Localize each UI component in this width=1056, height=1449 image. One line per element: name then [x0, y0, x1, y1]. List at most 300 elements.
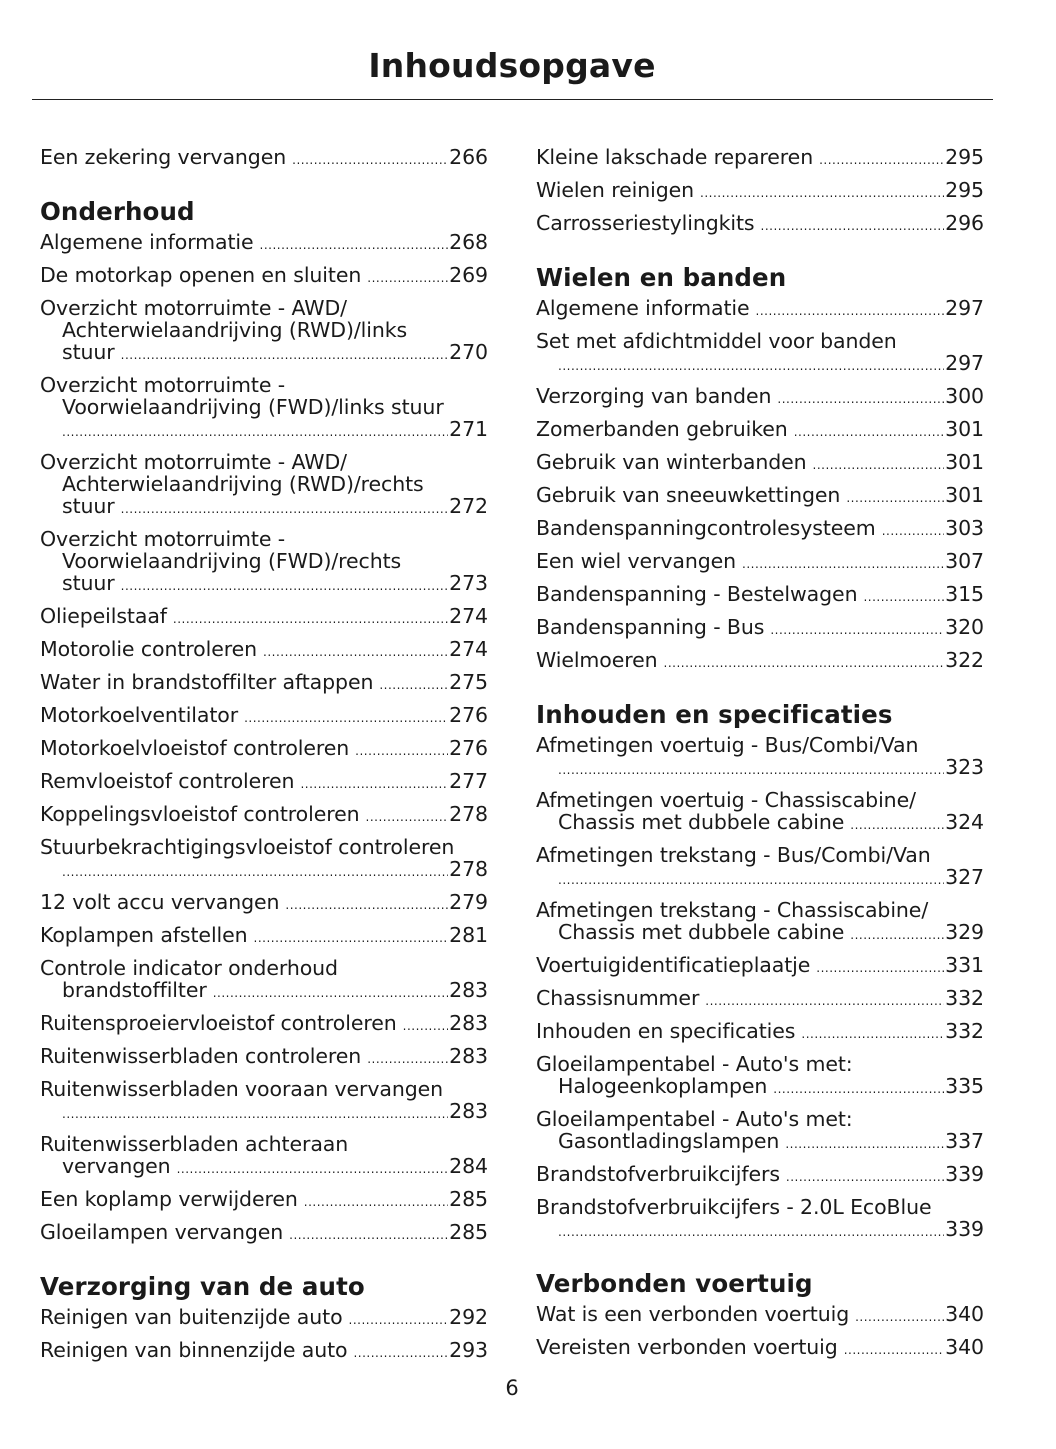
toc-entry[interactable] [536, 1108, 984, 1155]
dot-leader [121, 572, 449, 597]
toc-entry[interactable] [40, 1306, 488, 1331]
entry-page-number: 273 [449, 571, 488, 595]
toc-entry[interactable] [40, 1221, 488, 1246]
entry-title: Zomerbanden gebruiken [536, 417, 788, 441]
dot-leader [349, 1306, 449, 1331]
entry-continuation-line [536, 921, 984, 946]
page-number: 6 [505, 1376, 519, 1400]
entry-title: stuur [62, 340, 115, 364]
entry-title-line [40, 1188, 488, 1213]
entry-title: Vereisten verbonden voertuig [536, 1335, 838, 1359]
entry-page-number: 278 [449, 857, 488, 881]
dot-leader [379, 671, 448, 696]
dot-leader [863, 583, 944, 608]
entry-title: Een koplamp verwijderen [40, 1187, 298, 1211]
entry-title-line [40, 924, 488, 949]
entry-title: Water in brandstoffilter aftappen [40, 670, 374, 694]
entry-continuation-line [40, 418, 488, 443]
toc-entry[interactable] [536, 179, 984, 204]
toc-entry[interactable] [536, 616, 984, 641]
entry-title: stuur [62, 494, 115, 518]
entry-page-number: 340 [945, 1335, 984, 1359]
entry-title-line [536, 146, 984, 171]
section-heading: Onderhoud [40, 197, 195, 226]
entry-continuation-line [40, 572, 488, 597]
dot-leader [367, 1045, 448, 1070]
toc-entry[interactable] [40, 1012, 488, 1037]
entry-title-line [40, 957, 488, 979]
dot-leader [62, 858, 448, 883]
dot-leader [819, 146, 944, 171]
entry-continuation-line [40, 979, 488, 1004]
entry-page-number: 324 [945, 810, 984, 834]
dot-leader [173, 605, 448, 630]
entry-continuation-line [40, 319, 488, 341]
entry-title: Wielmoeren [536, 648, 658, 672]
dot-leader [801, 1020, 944, 1045]
entry-title: Brandstofverbruikcijfers - 2.0L EcoBlue [536, 1195, 932, 1219]
entry-title: Bandenspanning - Bus [536, 615, 765, 639]
entry-title-line [536, 451, 984, 476]
entry-title: 12 volt accu vervangen [40, 890, 280, 914]
entry-title: Gasontladingslampen [558, 1129, 780, 1153]
entry-title: Koppelingsvloeistof controleren [40, 802, 360, 826]
dot-leader [761, 212, 945, 237]
entry-title: Achterwielaandrijving (RWD)/links [62, 318, 408, 342]
entry-continuation-line [536, 1075, 984, 1100]
entry-title: De motorkap openen en sluiten [40, 263, 362, 287]
dot-leader [121, 495, 449, 520]
entry-page-number: 339 [945, 1217, 984, 1241]
toc-entry[interactable] [536, 583, 984, 608]
entry-title-line [40, 891, 488, 916]
entry-title-line [40, 704, 488, 729]
entry-page-number: 276 [449, 703, 488, 727]
entry-page-number: 301 [945, 417, 984, 441]
toc-entry[interactable] [40, 231, 488, 256]
entry-title-line [40, 836, 488, 858]
entry-title-line [40, 638, 488, 663]
entry-title-line [40, 1339, 488, 1364]
entry-title-line [40, 803, 488, 828]
entry-title-line [40, 737, 488, 762]
toc-entry[interactable] [40, 957, 488, 1004]
entry-title: Reinigen van binnenzijde auto [40, 1338, 348, 1362]
dot-leader [177, 1155, 449, 1180]
entry-page-number: 271 [449, 417, 488, 441]
entry-page-number: 269 [449, 263, 488, 287]
toc-entry[interactable] [40, 770, 488, 795]
entry-title-line [536, 899, 984, 921]
toc-entry[interactable] [536, 649, 984, 674]
entry-continuation-line [536, 866, 984, 891]
entry-title-line [536, 954, 984, 979]
entry-title: Halogeenkoplampen [558, 1074, 768, 1098]
entry-page-number: 295 [945, 178, 984, 202]
entry-title: Carrosseriestylingkits [536, 211, 755, 235]
dot-leader [285, 891, 448, 916]
toc-entry[interactable] [536, 1020, 984, 1045]
toc-entry[interactable] [536, 1196, 984, 1243]
entry-title-line [40, 770, 488, 795]
section-heading: Inhouden en specificaties [536, 700, 893, 729]
entry-title-line [536, 484, 984, 509]
toc-entry[interactable] [40, 1045, 488, 1070]
section-heading: Verzorging van de auto [40, 1272, 365, 1301]
entry-continuation-line [40, 1155, 488, 1180]
dot-leader [558, 352, 944, 377]
entry-title: Oliepeilstaaf [40, 604, 167, 628]
entry-continuation-line [40, 858, 488, 883]
entry-title-line [536, 418, 984, 443]
toc-column-left [40, 146, 488, 1364]
toc-entry[interactable] [536, 1336, 984, 1361]
entry-title: Chassis met dubbele cabine [558, 920, 845, 944]
entry-title: Een zekering vervangen [40, 145, 287, 169]
entry-title-line [40, 264, 488, 289]
dot-leader [785, 1130, 944, 1155]
entry-title-line [40, 1045, 488, 1070]
entry-title-line [536, 179, 984, 204]
entry-title-line [536, 987, 984, 1012]
entry-title: Overzicht motorruimte - [40, 527, 286, 551]
entry-title: Remvloeistof controleren [40, 769, 295, 793]
entry-title-line [536, 1303, 984, 1328]
toc-entry[interactable] [536, 789, 984, 836]
dot-leader [289, 1221, 448, 1246]
entry-page-number: 340 [945, 1302, 984, 1326]
entry-title: Chassis met dubbele cabine [558, 810, 845, 834]
dot-leader [300, 770, 448, 795]
entry-title-line [40, 528, 488, 550]
entry-title-line [536, 385, 984, 410]
entry-title: Stuurbekrachtigingsvloeistof controleren [40, 835, 455, 859]
entry-page-number: 277 [449, 769, 488, 793]
entry-continuation-line [40, 473, 488, 495]
toc-entry[interactable] [40, 1078, 488, 1125]
dot-leader [263, 638, 448, 663]
entry-title: Koplampen afstellen [40, 923, 248, 947]
dot-leader [664, 649, 945, 674]
dot-leader [244, 704, 448, 729]
dot-leader [816, 954, 944, 979]
dot-leader [367, 264, 448, 289]
entry-page-number: 337 [945, 1129, 984, 1153]
entry-title-line [536, 1020, 984, 1045]
entry-title: Wat is een verbonden voertuig [536, 1302, 850, 1326]
entry-title: stuur [62, 571, 115, 595]
entry-page-number: 283 [449, 1099, 488, 1123]
section-heading: Wielen en banden [536, 263, 787, 292]
entry-title-line [536, 649, 984, 674]
entry-page-number: 284 [449, 1154, 488, 1178]
entry-page-number: 266 [449, 145, 488, 169]
dot-leader [558, 756, 944, 781]
toc-entry[interactable] [40, 374, 488, 443]
entry-page-number: 332 [945, 1019, 984, 1043]
entry-title: Ruitenwisserbladen achteraan [40, 1132, 349, 1156]
toc-entry[interactable] [40, 528, 488, 597]
entry-title-line [40, 297, 488, 319]
entry-title: Algemene informatie [40, 230, 254, 254]
dot-leader [846, 484, 944, 509]
entry-page-number: 315 [945, 582, 984, 606]
entry-title-line [40, 231, 488, 256]
entry-continuation-line [40, 396, 488, 418]
entry-page-number: 307 [945, 549, 984, 573]
toc-entry[interactable] [40, 1339, 488, 1364]
toc-entry[interactable] [40, 451, 488, 520]
entry-page-number: 285 [449, 1220, 488, 1244]
entry-page-number: 339 [945, 1162, 984, 1186]
entry-title-line [536, 212, 984, 237]
entry-title: Afmetingen trekstang - Bus/Combi/Van [536, 843, 931, 867]
dot-leader [777, 385, 944, 410]
toc-entry[interactable] [536, 385, 984, 410]
dot-leader [121, 341, 449, 366]
toc-entry[interactable] [536, 212, 984, 237]
entry-continuation-line [40, 341, 488, 366]
dot-leader [742, 550, 944, 575]
toc-entry[interactable] [40, 1133, 488, 1180]
dot-leader [403, 1012, 449, 1037]
entry-title-line [40, 1133, 488, 1155]
section-heading: Verbonden voertuig [536, 1269, 813, 1298]
entry-page-number: 331 [945, 953, 984, 977]
entry-title-line [536, 734, 984, 756]
entry-continuation-line [536, 1218, 984, 1243]
entry-title-line [536, 583, 984, 608]
entry-title: Reinigen van buitenzijde auto [40, 1305, 343, 1329]
entry-title: Afmetingen trekstang - Chassiscabine/ [536, 898, 929, 922]
toc-entry[interactable] [40, 803, 488, 828]
entry-page-number: 335 [945, 1074, 984, 1098]
entry-continuation-line [536, 352, 984, 377]
toc-entry[interactable] [536, 1053, 984, 1100]
entry-page-number: 327 [945, 865, 984, 889]
toc-entry[interactable] [40, 836, 488, 883]
dot-leader [850, 921, 944, 946]
dot-leader [254, 924, 449, 949]
entry-title: Gloeilampentabel - Auto's met: [536, 1107, 853, 1131]
entry-title-line [536, 1163, 984, 1188]
entry-title-line [40, 1221, 488, 1246]
toc-entry[interactable] [536, 1163, 984, 1188]
entry-title: Kleine lakschade repareren [536, 145, 814, 169]
title-divider [32, 99, 993, 100]
toc-entry[interactable] [536, 484, 984, 509]
entry-page-number: 295 [945, 145, 984, 169]
toc-entry[interactable] [536, 844, 984, 891]
entry-title: Voorwielaandrijving (FWD)/rechts [62, 549, 402, 573]
entry-title-line [40, 1306, 488, 1331]
entry-page-number: 332 [945, 986, 984, 1010]
entry-title-line [40, 605, 488, 630]
entry-continuation-line [40, 1100, 488, 1125]
entry-continuation-line [40, 550, 488, 572]
entry-title: Controle indicator onderhoud [40, 956, 338, 980]
entry-page-number: 323 [945, 755, 984, 779]
dot-leader [813, 451, 945, 476]
entry-continuation-line [536, 1130, 984, 1155]
entry-title-line [536, 616, 984, 641]
entry-page-number: 278 [449, 802, 488, 826]
dot-leader [558, 866, 944, 891]
page-title: Inhoudsopgave [368, 46, 656, 85]
dot-leader [558, 1218, 944, 1243]
entry-page-number: 281 [449, 923, 488, 947]
toc-entry[interactable] [536, 146, 984, 171]
entry-title: Wielen reinigen [536, 178, 695, 202]
toc-entry[interactable] [40, 605, 488, 630]
dot-leader [855, 1303, 944, 1328]
entry-title-line [536, 297, 984, 322]
entry-title: Motorkoelvloeistof controleren [40, 736, 350, 760]
toc-entry[interactable] [536, 297, 984, 322]
entry-page-number: 303 [945, 516, 984, 540]
toc-entry[interactable] [536, 451, 984, 476]
entry-title-line [536, 1108, 984, 1130]
entry-title: Ruitenwisserbladen controleren [40, 1044, 362, 1068]
toc-entry[interactable] [40, 297, 488, 366]
entry-page-number: 279 [449, 890, 488, 914]
entry-title: Gebruik van sneeuwkettingen [536, 483, 841, 507]
entry-page-number: 293 [449, 1338, 488, 1362]
entry-title-line [40, 146, 488, 171]
entry-title: Voertuigidentificatieplaatje [536, 953, 811, 977]
dot-leader [213, 979, 448, 1004]
entry-title-line [536, 517, 984, 542]
dot-leader [844, 1336, 944, 1361]
toc-entry[interactable] [536, 1303, 984, 1328]
entry-title: Voorwielaandrijving (FWD)/links stuur [62, 395, 444, 419]
dot-leader [773, 1075, 944, 1100]
entry-page-number: 296 [945, 211, 984, 235]
entry-continuation-line [536, 756, 984, 781]
entry-title: Afmetingen voertuig - Chassiscabine/ [536, 788, 916, 812]
toc-entry[interactable] [40, 924, 488, 949]
dot-leader [786, 1163, 944, 1188]
toc-entry[interactable] [536, 987, 984, 1012]
entry-title: Set met afdichtmiddel voor banden [536, 329, 897, 353]
entry-title-line [536, 1336, 984, 1361]
entry-page-number: 270 [449, 340, 488, 364]
entry-title-line [536, 844, 984, 866]
toc-entry[interactable] [40, 638, 488, 663]
entry-title: Gloeilampentabel - Auto's met: [536, 1052, 853, 1076]
entry-page-number: 292 [449, 1305, 488, 1329]
dot-leader [62, 418, 448, 443]
entry-page-number: 301 [945, 450, 984, 474]
entry-title: Inhouden en specificaties [536, 1019, 796, 1043]
entry-title: Algemene informatie [536, 296, 750, 320]
entry-page-number: 301 [945, 483, 984, 507]
entry-title: Brandstofverbruikcijfers [536, 1162, 780, 1186]
entry-continuation-line [536, 811, 984, 836]
toc-entry[interactable] [536, 899, 984, 946]
entry-title-line [536, 330, 984, 352]
entry-title: Motorkoelventilator [40, 703, 239, 727]
entry-title: Overzicht motorruimte - AWD/ [40, 450, 347, 474]
dot-leader [756, 297, 945, 322]
entry-title: vervangen [62, 1154, 171, 1178]
entry-title-line [536, 1053, 984, 1075]
entry-page-number: 297 [945, 296, 984, 320]
toc-entry[interactable] [536, 954, 984, 979]
entry-title: Bandenspanningcontrolesysteem [536, 516, 876, 540]
dot-leader [62, 1100, 448, 1125]
toc-column-right [536, 146, 984, 1361]
entry-title: Een wiel vervangen [536, 549, 737, 573]
entry-page-number: 283 [449, 978, 488, 1002]
dot-leader [353, 1339, 448, 1364]
toc-entry[interactable] [40, 146, 488, 171]
entry-title: Overzicht motorruimte - AWD/ [40, 296, 347, 320]
entry-title: Ruitenwisserbladen vooraan vervangen [40, 1077, 444, 1101]
entry-continuation-line [40, 495, 488, 520]
entry-title-line [40, 374, 488, 396]
toc-entry[interactable] [536, 517, 984, 542]
entry-page-number: 274 [449, 637, 488, 661]
entry-title: Verzorging van banden [536, 384, 772, 408]
toc-entry[interactable] [40, 671, 488, 696]
entry-title: Chassisnummer [536, 986, 700, 1010]
toc-entry[interactable] [40, 1188, 488, 1213]
toc-entry[interactable] [40, 264, 488, 289]
dot-leader [366, 803, 449, 828]
dot-leader [705, 987, 944, 1012]
entry-page-number: 283 [449, 1044, 488, 1068]
entry-title-line [40, 451, 488, 473]
entry-title-line [536, 1196, 984, 1218]
entry-page-number: 297 [945, 351, 984, 375]
dot-leader [292, 146, 448, 171]
toc-entry[interactable] [536, 330, 984, 377]
dot-leader [770, 616, 944, 641]
entry-page-number: 275 [449, 670, 488, 694]
entry-title: brandstoffilter [62, 978, 207, 1002]
entry-page-number: 285 [449, 1187, 488, 1211]
entry-title: Afmetingen voertuig - Bus/Combi/Van [536, 733, 919, 757]
entry-title: Gebruik van winterbanden [536, 450, 807, 474]
entry-page-number: 300 [945, 384, 984, 408]
entry-page-number: 274 [449, 604, 488, 628]
dot-leader [260, 231, 449, 256]
entry-title: Motorolie controleren [40, 637, 258, 661]
dot-leader [355, 737, 448, 762]
toc-entry[interactable] [40, 891, 488, 916]
entry-page-number: 272 [449, 494, 488, 518]
entry-title-line [40, 1012, 488, 1037]
toc-entry[interactable] [536, 418, 984, 443]
entry-page-number: 320 [945, 615, 984, 639]
dot-leader [882, 517, 944, 542]
toc-entry[interactable] [536, 734, 984, 781]
dot-leader [850, 811, 944, 836]
toc-entry[interactable] [40, 704, 488, 729]
dot-leader [700, 179, 944, 204]
entry-page-number: 283 [449, 1011, 488, 1035]
dot-leader [794, 418, 944, 443]
entry-title-line [40, 1078, 488, 1100]
entry-title-line [536, 550, 984, 575]
entry-title: Bandenspanning - Bestelwagen [536, 582, 858, 606]
entry-page-number: 276 [449, 736, 488, 760]
entry-page-number: 268 [449, 230, 488, 254]
toc-entry[interactable] [536, 550, 984, 575]
entry-page-number: 329 [945, 920, 984, 944]
toc-entry[interactable] [40, 737, 488, 762]
